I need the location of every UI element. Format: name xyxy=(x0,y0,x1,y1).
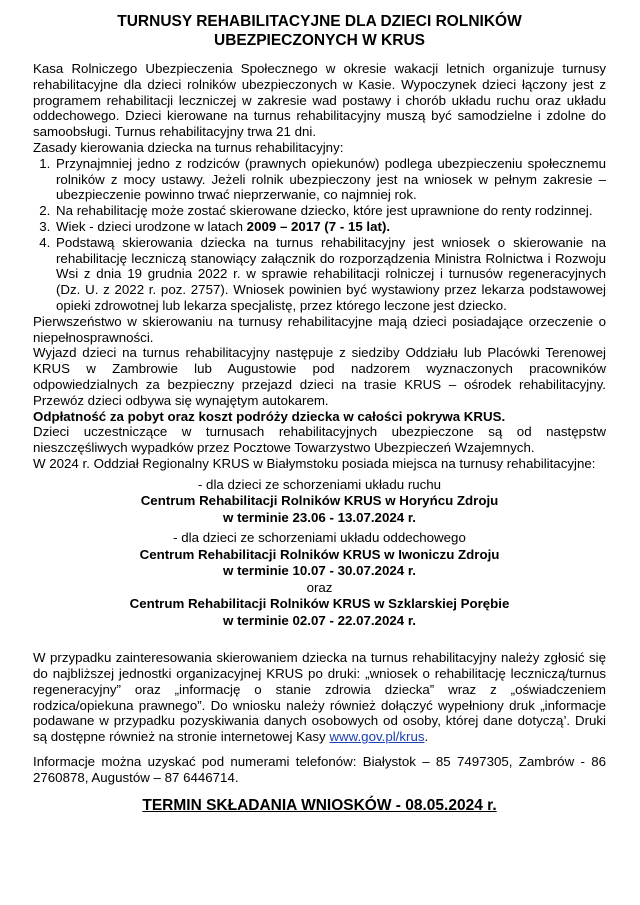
rule-item-3 xyxy=(54,219,606,235)
rule-item-4: 4. Podstawą skierowania dziecka na turnus rehabilitacyjny jest wniosek o skierowanie na rehabilitację leczniczą stanowiący załącznik do rozporządzenia Ministra Rolnictwa i Rozwoju Wsi z dnia 19 grudnia 2022 r. w sprawie rehabilitacji rolniczej i turnusów regeneracyjnych (Dz. U. z 2022 r. poz. 2757). Wniosek powinien być wystawiony przez lekarza podstawowej opieki zdrowotnej lub lekarza specjalistę, przez którego leczone jest dziecko. xyxy=(54,235,606,314)
center-iwonicz xyxy=(33,530,606,629)
center-3-name: Centrum Rehabilitacji Rolników KRUS w Szklarskiej Porębie xyxy=(129,596,510,612)
center-horyniec xyxy=(33,477,606,527)
rules-list xyxy=(33,156,606,314)
krus-website-link[interactable]: www.gov.pl/krus xyxy=(329,729,425,745)
rules-heading: Zasady kierowania dziecka na turnus rehabilitacyjny: xyxy=(33,139,344,155)
insurance-paragraph: Dzieci uczestniczące w turnusach rehabilitacyjnych ubezpieczone są od następstw nieszczęśliwych wypadków przez Pocztowe Towarzystwo Ubezpieczeń Wzajemnych. xyxy=(33,424,606,456)
cost-statement: Odpłatność za pobyt oraz koszt podróży dziecka w całości pokrywa KRUS. xyxy=(33,408,506,424)
application-deadline: TERMIN SKŁADANIA WNIOSKÓW - 08.05.2024 r. xyxy=(142,796,497,814)
rule-item-2: 2. Na rehabilitację może zostać skierowane dziecko, które jest uprawnione do renty rodzinnej. xyxy=(54,203,606,219)
application-end: . xyxy=(424,729,429,745)
rule-3-text: Wiek - dzieci urodzone w latach xyxy=(56,218,247,234)
title-line-2: UBEZPIECZONYCH W KRUS xyxy=(214,32,425,49)
center-3-term: w terminie 02.07 - 22.07.2024 r. xyxy=(223,612,416,628)
center-1-description: - dla dzieci ze schorzeniami układu ruchu xyxy=(197,476,442,492)
center-or-word: oraz xyxy=(306,579,333,595)
rule-3-age-range: 2009 – 2017 (7 - 15 lat). xyxy=(246,218,391,234)
document-title xyxy=(33,12,606,50)
contact-paragraph: Informacje można uzyskać pod numerami telefonów: Białystok – 85 7497305, Zambrów - 86 2760878, Augustów – 87 6446714. xyxy=(33,754,606,785)
intro-paragraph: Kasa Rolniczego Ubezpieczenia Społecznego w okresie wakacji letnich organizuje turnusy rehabilitacyjne dla dzieci rolników ubezpieczonych w Kasie. Wypoczynek dzieci łączony jest z programem rehabilitacji leczniczej w zakresie wad postawy i chorób układu ruchu oraz układu oddechowego. Dzieci kierowane na turnus rehabilitacyjny muszą być samodzielne i zdolne do samoobsługi. Turnus rehabilitacyjny trwa 21 dni. xyxy=(33,61,606,140)
rule-item-1: 1. Przynajmniej jedno z rodziców (prawnych opiekunów) podlega ubezpieczeniu społecznemu rolników z mocy ustawy. Jeżeli rolnik ubezpieczony jest na wniosek w pełnym zakresie – ubezpieczenie powinno trwać nieprzerwanie, co najmniej rok. xyxy=(54,156,606,203)
application-text: W przypadku zainteresowania skierowaniem dziecka na turnus rehabilitacyjny należy zgłosić się do najbliższej jednostki organizacyjnej KRUS po druki: „wniosek o rehabilitację leczniczą/turnus regeneracyjny” oraz „informację o stanie zdrowia dziecka” wraz z „oświadczeniem rodzica/opiekuna prawnego”. Do wniosku należy również dołączyć wypełniony druk „informacje podawane w przypadku pozyskiwania danych osobowych od osoby, której dane dotyczą’. Druki są dostępne również na stronie internetowej Kasy xyxy=(33,650,606,745)
center-1-term: w terminie 23.06 - 13.07.2024 r. xyxy=(223,509,416,525)
center-2-term: w terminie 10.07 - 30.07.2024 r. xyxy=(223,563,416,579)
priority-paragraph: Pierwszeństwo w skierowaniu na turnusy rehabilitacyjne mają dzieci posiadające orzeczenie o niepełnosprawności. xyxy=(33,313,606,345)
departure-paragraph: Wyjazd dzieci na turnus rehabilitacyjny następuje z siedziby Oddziału lub Placówki Terenowej KRUS w Zambrowie lub Augustowie pod nadzorem wyznaczonych pracowników odpowiedzialnych za bezpieczny przejazd dzieci na trasie KRUS – ośrodek rehabilitacyjny. Przewóz dzieci odbywa się wynajętym autokarem. xyxy=(33,345,606,408)
places-intro: W 2024 r. Oddział Regionalny KRUS w Białymstoku posiada miejsca na turnusy rehabilitacyjne: xyxy=(33,455,596,471)
center-2-name: Centrum Rehabilitacji Rolników KRUS w Iwoniczu Zdroju xyxy=(139,546,500,562)
application-paragraph xyxy=(33,650,606,745)
title-line-1: TURNUSY REHABILITACYJNE DLA DZIECI ROLNIKÓW xyxy=(117,13,522,30)
center-1-name: Centrum Rehabilitacji Rolników KRUS w Horyńcu Zdroju xyxy=(140,493,499,509)
center-2-description: - dla dzieci ze schorzeniami układu oddechowego xyxy=(173,530,466,546)
